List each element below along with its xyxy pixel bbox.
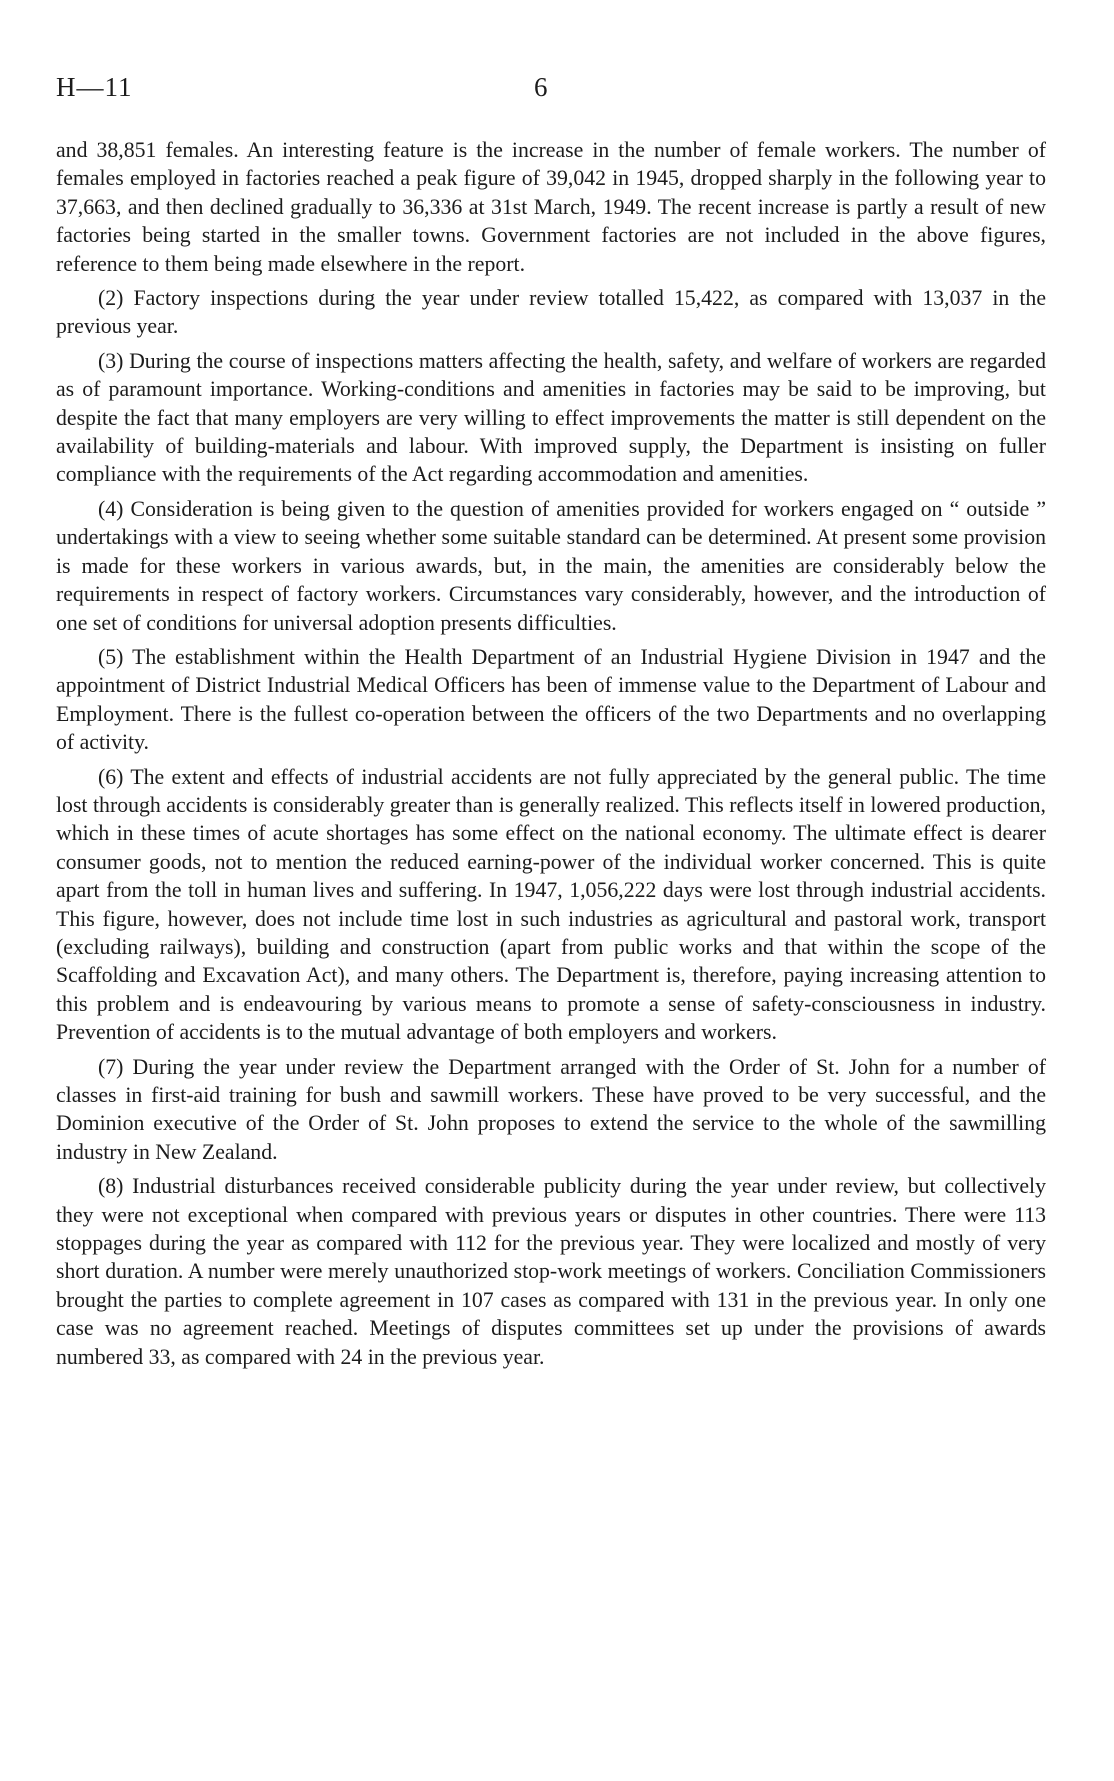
paragraph-2-factory-inspections: (2) Factory inspections during the year under review totalled 15,422, as compared with 13,037 in the previous year. [56,286,1046,339]
page-number: 6 [534,72,548,102]
paragraph-continued: and 38,851 females. An interesting feature is the increase in the number of female workers. The number of females employed in factories reached a peak figure of 39,042 in 1945, dropped sharply in the following year to 37,663, and then declined gradually to 36,336 at 31st March, 1949. The recent increase is partly a result of new factories being started in the smaller towns. Government factories are not included in the above figures, reference to them being made elsewhere in the report. [56,138,1046,276]
paragraph-3-inspection-matters: (3) During the course of inspections matters affecting the health, safety, and welfare of workers are regarded as of paramount importance. Working-conditions and amenities in factories may be said to be improving, but despite the fact that many employers are very willing to effect improvements the matter is still dependent on the availability of building-materials and labour. With improved supply, the Department is insisting on fuller compliance with the requirements of the Act regarding accommodation and amenities. [56,348,1046,487]
paragraph-7-first-aid-training: (7) During the year under review the Department arranged with the Order of St. John for a number of classes in first-aid training for bush and sawmill workers. These have proved to be very successful, and the Dominion executive of the Order of St. John proposes to extend the service to the whole of the sawmilling industry in New Zealand. [56,1054,1046,1164]
document-reference: H—11 [56,72,133,102]
paragraph-6-industrial-accidents: (6) The extent and effects of industrial accidents are not fully appreciated by the general public. The time lost through accidents is considerably greater than is generally realized. This reflects itself in lowered production, which in these times of acute shortages has some effect on the national economy. The ultimate effect is dearer consumer goods, not to mention the reduced earning-power of the individual worker concerned. This is quite apart from the toll in human lives and suffering. In 1947, 1,056,222 days were lost through industrial accidents. This figure, however, does not include time lost in such industries as agricultural and pastoral work, transport (excluding railways), building and construction (apart from public works and that within the scope of the Scaffolding and Excavation Act), and many others. The Department is, therefore, paying increasing attention to this problem and is endeavouring by various means to promote a sense of safety-consciousness in industry. Prevention of accidents is to the mutual advantage of both employers and workers. [56,764,1046,1045]
paragraph-4-outside-undertakings: (4) Consideration is being given to the question of amenities provided for workers engaged on “ outside ” undertakings with a view to seeing whether some suitable standard can be determined. At present some provision is made for these workers in various awards, but, in the main, the amenities are considerably below the requirements in respect of factory workers. Circumstances vary considerably, however, and the introduction of one set of conditions for universal adoption presents difficulties. [56,496,1046,635]
paragraph-5-industrial-hygiene: (5) The establishment within the Health Department of an Industrial Hygiene Division in 1947 and the appointment of District Industrial Medical Officers has been of immense value to the Department of Labour and Employment. There is the fullest co-operation between the officers of the two Departments and no overlapping of activity. [56,644,1046,755]
page-header [56,72,1046,112]
paragraph-8-industrial-disturbances: (8) Industrial disturbances received considerable publicity during the year under review, but collectively they were not exceptional when compared with previous years or disputes in other countries. There were 113 stoppages during the year as compared with 112 for the previous year. They were localized and mostly of very short duration. A number were merely unauthorized stop-work meetings of workers. Conciliation Commissioners brought the parties to complete agreement in 107 cases as compared with 131 in the previous year. In only one case was no agreement reached. Meetings of disputes committees set up under the provisions of awards numbered 33, as compared with 24 in the previous year. [56,1174,1046,1369]
body-text [56,136,1046,1371]
document-page [56,72,1046,1377]
